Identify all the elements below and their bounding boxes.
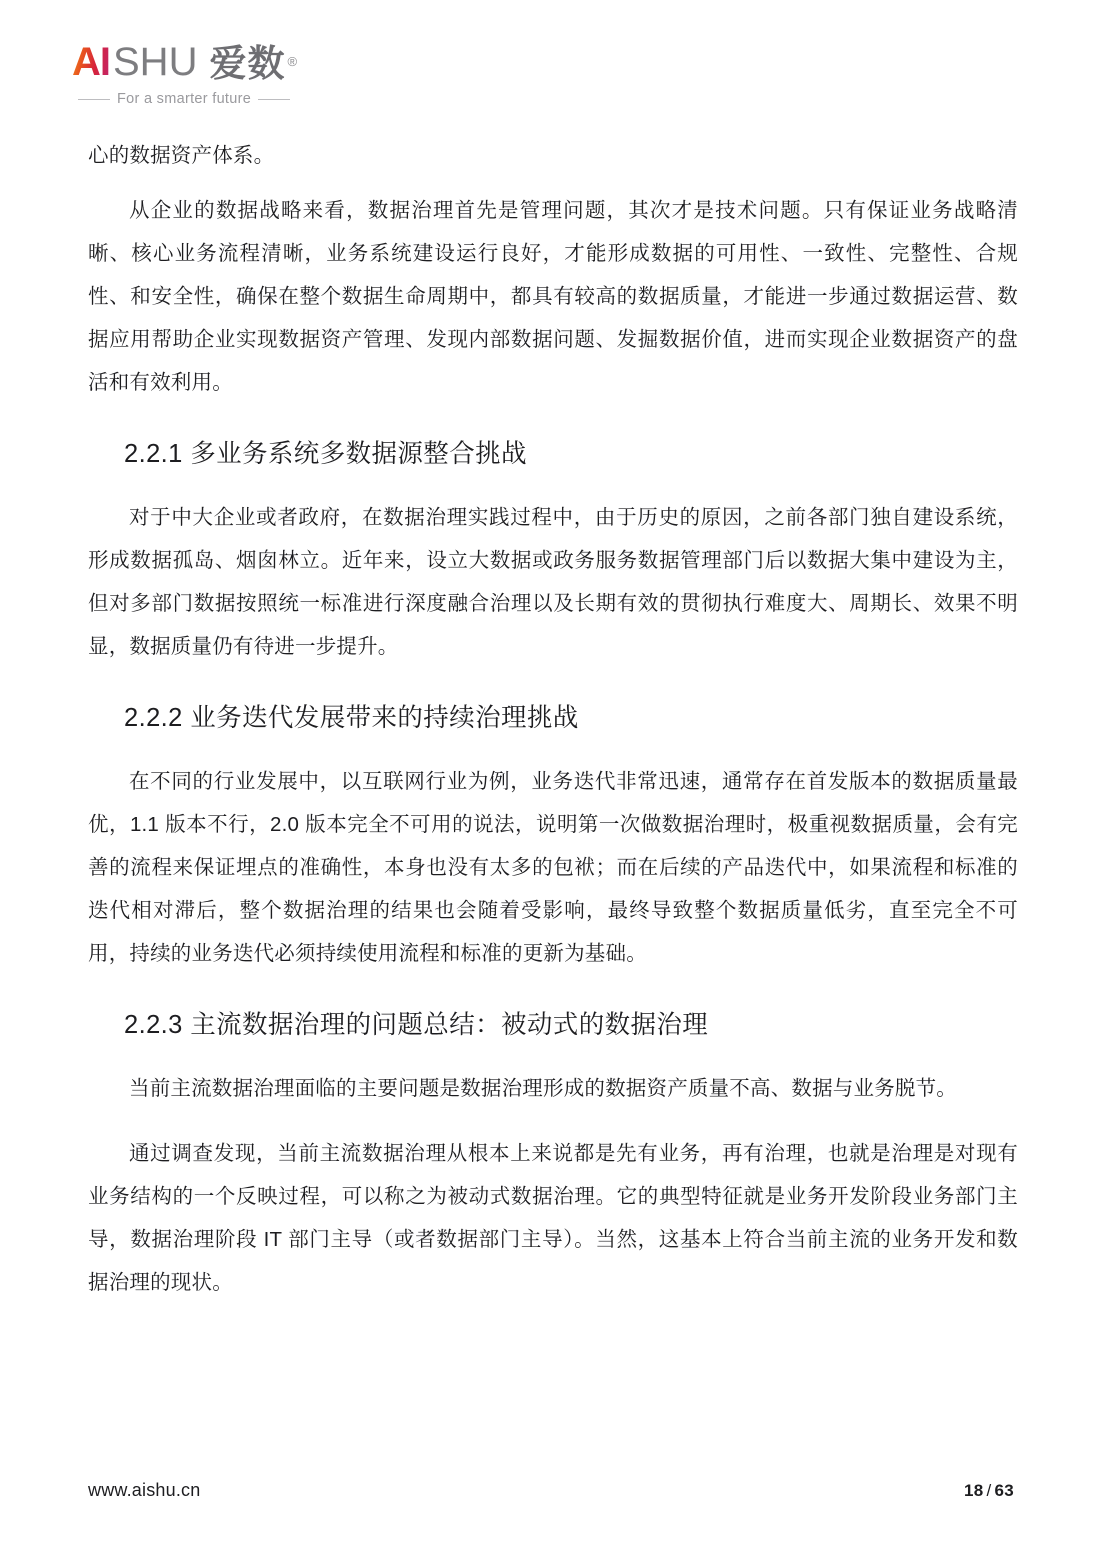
logo-shu-text: SHU <box>113 40 198 84</box>
heading-2-2-3: 2.2.3 主流数据治理的问题总结：被动式的数据治理 <box>124 1011 709 1039</box>
spacer <box>88 1110 1018 1132</box>
logo-chinese-text: 爱数 <box>209 43 286 84</box>
paragraph-2-2-1: 对于中大企业或者政府，在数据治理实践过程中，由于历史的原因，之前各部门独自建设系统，形成数据孤岛、烟囱林立。近年来，设立大数据或政务服务数据管理部门后以数据大集中建设为主，但对多部门数据按照统一标准进行深度融合治理以及长期有效的贯彻执行难度大、周期长、效果不明显，数据质量仍有待进一步提升。 <box>88 506 1018 658</box>
logo-tagline <box>72 91 332 107</box>
heading-2-2-1: 2.2.1 多业务系统多数据源整合挑战 <box>124 440 527 468</box>
spacer <box>88 177 1018 189</box>
paragraph-2-2-2: 在不同的行业发展中，以互联网行业为例，业务迭代非常迅速，通常存在首发版本的数据质量最优，1.1 版本不行，2.0 版本完全不可用的说法，说明第一次做数据治理时，极重视数据质量，会有完善的流程来保证埋点的准确性，本身也没有太多的包袱；而在后续的产品迭代中，如果流程和标准的迭代相对滞后，整个数据治理的结果也会随着受影响，最终导致整个数据质量低劣，直至完全不可用，持续的业务迭代必须持续使用流程和标准的更新为基础。 <box>88 770 1018 965</box>
logo-ai-text: AI <box>72 40 110 84</box>
paragraph-data-strategy: 从企业的数据战略来看，数据治理首先是管理问题，其次才是技术问题。只有保证业务战略清晰、核心业务流程清晰，业务系统建设运行良好，才能形成数据的可用性、一致性、完整性、合规性、和安全性，确保在整个数据生命周期中，都具有较高的数据质量，才能进一步通过数据运营、数据应用帮助企业实现数据资产管理、发现内部数据问题、发掘数据价值，进而实现企业数据资产的盘活和有效利用。 <box>88 199 1018 394</box>
heading-2-2-2: 2.2.2 业务迭代发展带来的持续治理挑战 <box>124 704 579 732</box>
footer-total-pages: 63 <box>994 1481 1014 1500</box>
spacer <box>88 474 1018 496</box>
spacer <box>88 1045 1018 1067</box>
tagline-text: For a smarter future <box>117 91 252 107</box>
page-footer <box>88 1480 1014 1501</box>
footer-page-number <box>964 1481 1014 1501</box>
paragraph-continuation: 心的数据资产体系。 <box>88 144 275 167</box>
paragraph-2-2-3-b: 通过调查发现，当前主流数据治理从根本上来说都是先有业务，再有治理，也就是治理是对现有业务结构的一个反映过程，可以称之为被动式数据治理。它的典型特征就是业务开发阶段业务部门主导，数据治理阶段 IT 部门主导（或者数据部门主导）。当然，这基本上符合当前主流的业务开发和数据治理的现状。 <box>88 1142 1018 1294</box>
footer-page-separator: / <box>986 1481 992 1500</box>
footer-current-page: 18 <box>963 1481 984 1500</box>
spacer <box>88 668 1018 698</box>
document-body <box>88 134 1018 1304</box>
tagline-rule-left-icon <box>78 99 110 100</box>
spacer <box>88 404 1018 434</box>
spacer <box>88 975 1018 1005</box>
spacer <box>88 738 1018 760</box>
paragraph-2-2-3-a: 当前主流数据治理面临的主要问题是数据治理形成的数据资产质量不高、数据与业务脱节。 <box>129 1077 957 1100</box>
tagline-rule-right-icon <box>258 99 290 100</box>
page-header <box>72 36 332 116</box>
aishu-logo <box>72 36 332 82</box>
registered-trademark-icon: ® <box>287 54 298 69</box>
footer-website-url[interactable]: www.aishu.cn <box>88 1480 201 1500</box>
